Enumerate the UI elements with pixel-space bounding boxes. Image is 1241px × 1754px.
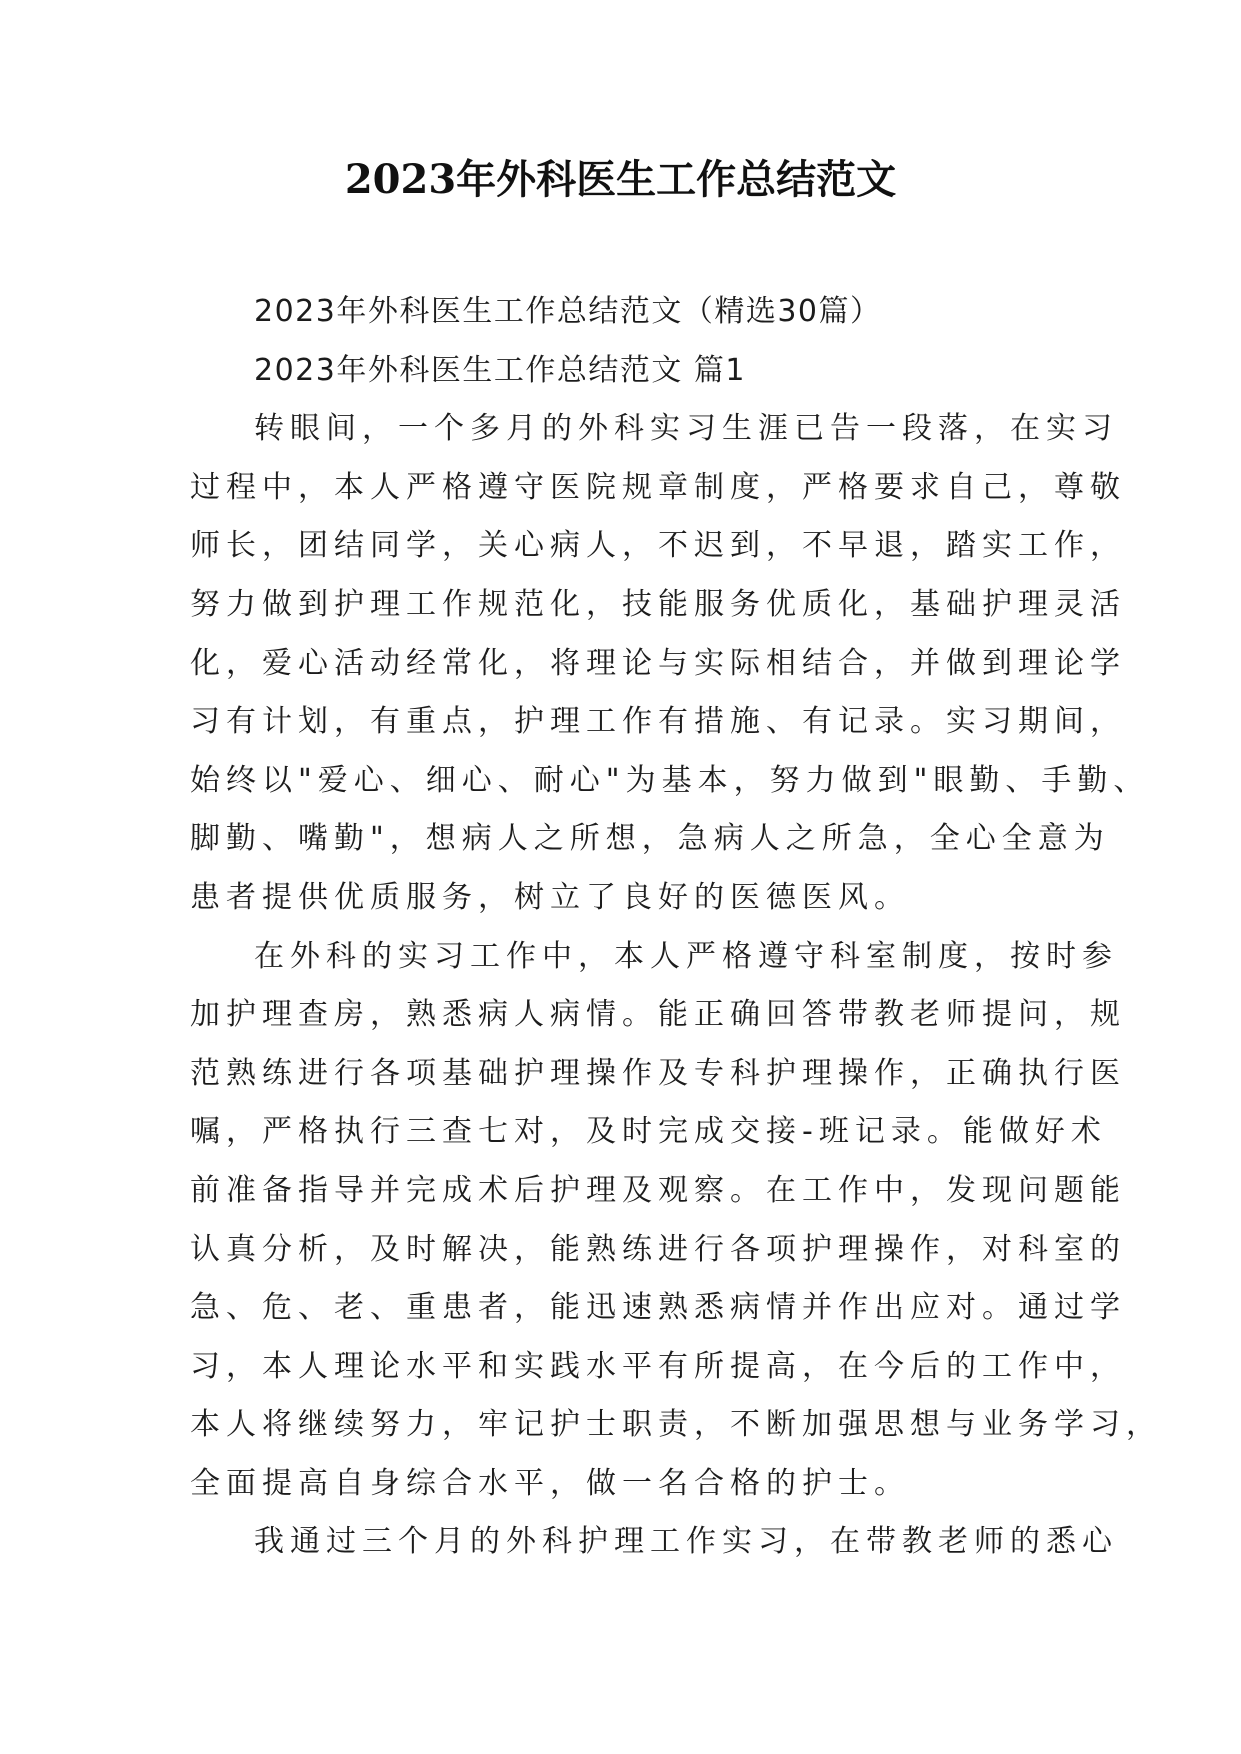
intro-line: 2023年外科医生工作总结范文（精选30篇） [254,294,882,329]
text-line: 认真分析，及时解决，能熟练进行各项护理操作，对科室的 [190,1231,1126,1267]
document-body [190,283,1162,1572]
text-line: 嘱，严格执行三查七对，及时完成交接-班记录。能做好术 [190,1114,1107,1150]
text-line: 转眼间，一个多月的外科实习生涯已告一段落，在实习 [254,411,1118,447]
text-line: 化，爱心活动经常化，将理论与实际相结合，并做到理论学 [190,645,1126,681]
document-title: 2023年外科医生工作总结范文 [344,156,897,203]
text-line: 师长，团结同学，关心病人，不迟到，不早退，踏实工作， [190,528,1126,564]
text-line: 全面提高自身综合水平，做一名合格的护士。 [190,1465,910,1501]
text-line: 习，本人理论水平和实践水平有所提高，在今后的工作中， [190,1348,1126,1384]
text-line: 我通过三个月的外科护理工作实习，在带教老师的悉心 [254,1524,1118,1560]
text-line: 习有计划，有重点，护理工作有措施、有记录。实习期间， [190,704,1126,740]
text-line: 本人将继续努力，牢记护士职责，不断加强思想与业务学习， [190,1407,1162,1443]
text-line: 前准备指导并完成术后护理及观察。在工作中，发现问题能 [190,1172,1126,1208]
text-line: 急、危、老、重患者，能迅速熟悉病情并作出应对。通过学 [190,1290,1126,1326]
text-line: 努力做到护理工作规范化，技能服务优质化，基础护理灵活 [190,586,1126,622]
text-line: 在外科的实习工作中，本人严格遵守科室制度，按时参 [254,938,1118,974]
text-line: 过程中，本人严格遵守医院规章制度，严格要求自己，尊敬 [190,469,1126,505]
text-line: 患者提供优质服务，树立了良好的医德医风。 [190,879,910,915]
text-line: 范熟练进行各项基础护理操作及专科护理操作，正确执行医 [190,1055,1126,1091]
text-line: 始终以"爱心、细心、耐心"为基本，努力做到"眼勤、手勤、 [190,762,1150,798]
text-line: 脚勤、嘴勤"，想病人之所想，急病人之所急，全心全意为 [190,821,1110,857]
text-line: 加护理查房，熟悉病人病情。能正确回答带教老师提问，规 [190,997,1126,1033]
paragraph-lines [190,400,1162,1572]
section-heading: 2023年外科医生工作总结范文 篇1 [254,352,746,388]
